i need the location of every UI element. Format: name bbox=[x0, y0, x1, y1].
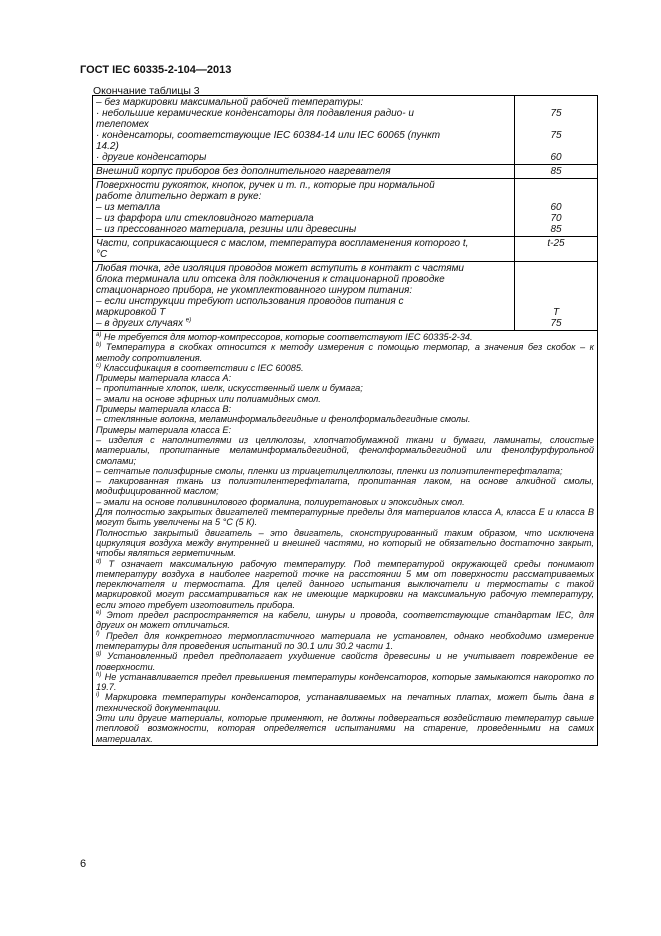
footnote bbox=[96, 383, 594, 393]
table-row bbox=[93, 262, 598, 331]
footnote bbox=[96, 435, 594, 466]
value-cell bbox=[518, 296, 594, 307]
value-cell bbox=[518, 285, 594, 296]
value-cell: 60 bbox=[550, 202, 562, 213]
footnote-text: Предел для конкретного термопластичного материала не установлен, однако необходимо измерение температуры для проведения испытаний по 30.1 или 30.2 части 1. bbox=[96, 630, 594, 651]
row-description bbox=[93, 237, 515, 262]
description-line: телепомех bbox=[96, 119, 149, 130]
footnote-text: Примеры материала класса А: bbox=[96, 373, 232, 384]
value-cell bbox=[518, 274, 594, 285]
footnote-text: – эмали на основе эфирных или полиамидных смол. bbox=[96, 393, 321, 404]
value-cell: 85 bbox=[550, 224, 562, 235]
page-number: 6 bbox=[80, 858, 87, 870]
footnote-text: Маркировка температуры конденсаторов, устанавливаемых на печатных платах, может быть дана в технической документации. bbox=[96, 692, 594, 713]
footnote bbox=[96, 631, 594, 652]
row-value bbox=[515, 96, 598, 165]
document-header: ГОСТ IEC 60335-2-104—2013 bbox=[80, 64, 232, 76]
footnote-text: Для полностью закрытых двигателей температурные пределы для материалов класса А, класса Е и класса В могут быть увеличены на 5 °С (5 К). bbox=[96, 507, 594, 528]
footnote-text: Установленный предел предполагает ухудшение свойств древесины и не учитывает повреждение ее поверхности. bbox=[96, 651, 594, 672]
footnote-text: Этот предел распространяется на кабели, шнуры и провода, соответствующие стандартам IEC, для других он может отличаться. bbox=[96, 610, 594, 631]
footnote-text: – пропитанные хлопок, шелк, искусственный шелк и бумага; bbox=[96, 383, 363, 394]
value-cell: 60 bbox=[550, 152, 562, 163]
footnote bbox=[96, 332, 594, 342]
footnote-text: Полностью закрытый двигатель – это двигатель, сконструированный таким образом, что исключена циркуляция воздуха между внутренней и внешней частями, но который не обязательно достаточно закрыт, чтобы являться герметичным. bbox=[96, 527, 594, 559]
row-description bbox=[93, 165, 515, 179]
footnote-marker: e) bbox=[96, 609, 102, 616]
footnote-marker: a) bbox=[96, 331, 102, 338]
table-row bbox=[93, 179, 598, 237]
footnote bbox=[96, 672, 594, 693]
footnote-text: – лакированная ткань из полиэтилентерефталата, пропитанная лаком, на основе алкидной смолы, модифицированной маслом; bbox=[96, 476, 594, 497]
value-cell: 70 bbox=[550, 213, 562, 224]
table-row bbox=[93, 165, 598, 179]
footnotes-row bbox=[93, 331, 598, 746]
row-value bbox=[515, 165, 598, 179]
value-cell bbox=[518, 119, 594, 130]
footnote-marker: h) bbox=[96, 671, 102, 678]
value-cell: t-25 bbox=[547, 238, 565, 249]
footnote-text: Не требуется для мотор-компрессоров, которые соответствуют IEC 60335-2-34. bbox=[103, 332, 473, 342]
value-cell: 85 bbox=[550, 166, 562, 177]
value-cell: 75 bbox=[550, 130, 562, 141]
row-value bbox=[515, 179, 598, 237]
table-row bbox=[93, 96, 598, 165]
footnote bbox=[96, 692, 594, 713]
footnote-marker: i) bbox=[96, 692, 100, 699]
value-cell bbox=[518, 249, 594, 260]
footnote bbox=[96, 610, 594, 631]
value-cell bbox=[518, 263, 594, 274]
footnote-marker: d) bbox=[96, 558, 102, 565]
description-line: стационарного прибора, не укомплектованного шнуром питания: bbox=[96, 285, 413, 296]
footnote-marker: g) bbox=[96, 651, 102, 658]
description-line: маркировкой T bbox=[96, 307, 166, 318]
footnote bbox=[96, 466, 594, 476]
footnote bbox=[96, 394, 594, 404]
footnote-marker: b) bbox=[96, 342, 102, 349]
temperature-limits-table bbox=[92, 95, 598, 746]
description-line: · конденсаторы, соответствующие IEC 60384-14 или IEC 60065 (пункт bbox=[96, 130, 441, 141]
description-line: – если инструкции требуют использования проводов питания с bbox=[96, 296, 404, 307]
footnote-marker: f) bbox=[96, 630, 100, 637]
footnote-text: Классификация в соответствии с IEC 60085. bbox=[103, 362, 304, 373]
footnotes bbox=[93, 331, 598, 746]
footnote-text: – сетчатые полиэфирные смолы, пленки из триацетилцеллюлозы, пленки из полиэтилентерефталата; bbox=[96, 465, 563, 476]
description-line: – из прессованного материала, резины или древесины bbox=[96, 224, 357, 235]
footnote bbox=[96, 713, 594, 744]
footnote-text: Примеры материала класса В: bbox=[96, 404, 232, 415]
footnote bbox=[96, 497, 594, 507]
footnote-text: Эти или другие материалы, которые применяют, не должны подвергаться воздействию температур свыше тепловой возможности, которая определяется испытаниями на старение, проведенными на самих материалах. bbox=[96, 712, 594, 744]
footnote bbox=[96, 528, 594, 559]
footnote-text: Температура в скобках относится к методу измерения с помощью термопар, а значения без скобок – к методу сопротивления. bbox=[96, 342, 594, 363]
description-line: Части, соприкасающиеся с маслом, температура воспламенения которого t, bbox=[96, 238, 469, 249]
footnote-text: – эмали на основе поливинилового формалина, полиуретановых и эпоксидных смол. bbox=[96, 496, 465, 507]
footnote bbox=[96, 507, 594, 528]
table-caption: Окончание таблицы 3 bbox=[93, 85, 200, 97]
value-cell: 75 bbox=[550, 318, 562, 329]
row-value bbox=[515, 237, 598, 262]
footnote bbox=[96, 342, 594, 363]
value-cell: 75 bbox=[550, 108, 562, 119]
description-line: работе длительно держат в руке: bbox=[96, 191, 262, 202]
footnote bbox=[96, 373, 594, 383]
footnote bbox=[96, 476, 594, 497]
description-line: блока терминала или отсека для подключения к стационарной проводке bbox=[96, 274, 445, 285]
description-line: · небольшие керамические конденсаторы для подавления радио- и bbox=[96, 108, 414, 119]
row-description bbox=[93, 96, 515, 165]
description-line: – из фарфора или стекловидного материала bbox=[96, 213, 314, 224]
footnote bbox=[96, 363, 594, 373]
value-cell bbox=[518, 141, 594, 152]
description-line: – без маркировки максимальной рабочей температуры: bbox=[96, 97, 364, 108]
description-line: – из металла bbox=[96, 202, 161, 213]
value-cell bbox=[518, 191, 594, 202]
description-line: · другие конденсаторы bbox=[96, 152, 207, 163]
value-cell bbox=[518, 180, 594, 191]
value-cell: T bbox=[552, 307, 560, 318]
row-value bbox=[515, 262, 598, 331]
description-line: 14.2) bbox=[96, 141, 119, 152]
footnote-text: Т означает максимальную рабочую температуру. Под температурой окружающей среды понимают температуру воздуха в наиболее нагретой точке на расстоянии 5 мм от поверхности рассматриваемых переключателя и термостата. Для целей данного испытания выключатели и термостаты с такой маркировкой могут рассматриваться как не имеющие маркировки на максимальную рабочую температуру, если этого требует изготовитель прибора. bbox=[96, 558, 594, 610]
footnote bbox=[96, 559, 594, 610]
description-line: Внешний корпус приборов без дополнительного нагревателя bbox=[96, 166, 391, 177]
description-line: Любая точка, где изоляция проводов может вступить в контакт с частями bbox=[96, 263, 464, 274]
footnote-text: – изделия с наполнителями из целлюлозы, хлопчатобумажной ткани и бумаги, ламинаты, слоистые материалы, пропитанные меламинформальдегидной, фенолформальдегидной или фенолфурфурольной смолами; bbox=[96, 434, 594, 466]
footnote-text: Примеры материала класса Е: bbox=[96, 424, 232, 435]
footnote bbox=[96, 404, 594, 414]
footnote-text: – стеклянные волокна, меламинформальдегидные и фенолформальдегидные смолы. bbox=[96, 414, 471, 425]
footnote bbox=[96, 651, 594, 672]
footnote-marker: c) bbox=[96, 362, 101, 369]
footnote-ref: e) bbox=[185, 317, 192, 324]
footnote bbox=[96, 425, 594, 435]
table-row bbox=[93, 237, 598, 262]
description-line: Поверхности рукояток, кнопок, ручек и т. п., которые при нормальной bbox=[96, 180, 435, 191]
footnote bbox=[96, 414, 594, 424]
row-description bbox=[93, 179, 515, 237]
footnote-text: Не устанавливается предел превышения температуры конденсаторов, которые замыкаются накоротко по 19.7. bbox=[96, 671, 594, 693]
value-cell bbox=[518, 97, 594, 108]
description-line: – в других случаях $^{e)}$ bbox=[96, 317, 192, 329]
description-line: °С bbox=[96, 249, 108, 260]
row-description bbox=[93, 262, 515, 331]
